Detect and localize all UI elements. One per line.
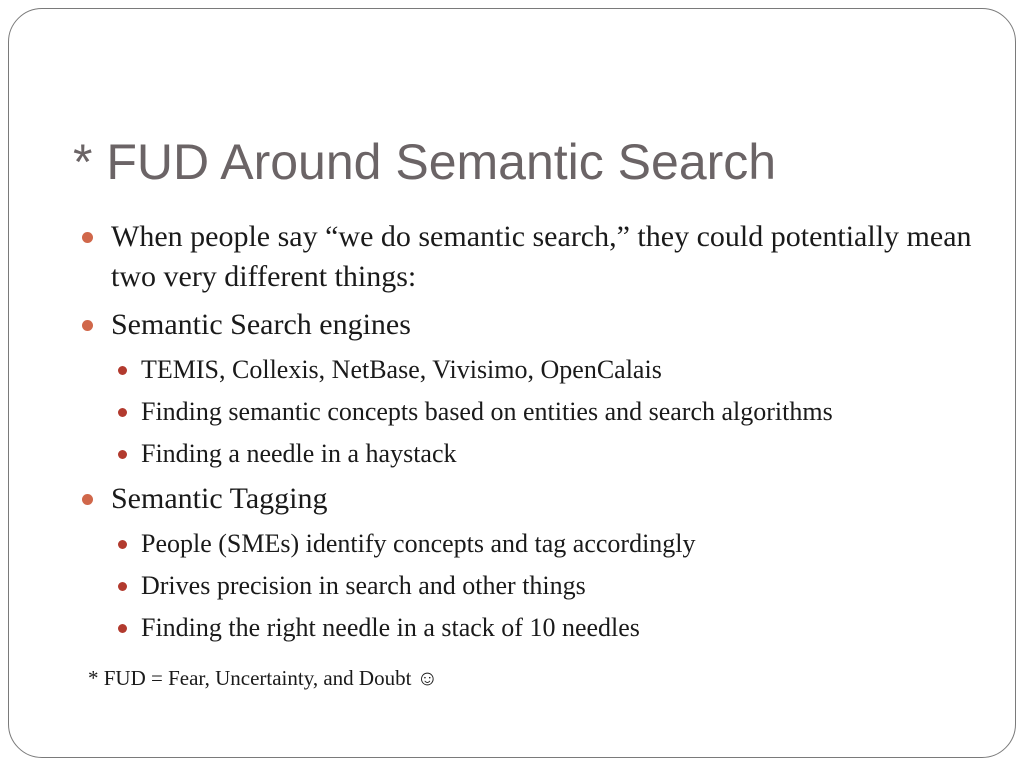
bullet-item [79,479,979,519]
sub-bullet-text: People (SMEs) identify concepts and tag accordingly [141,529,696,558]
bullet-text: When people say “we do semantic search,” they could potentially mean two very different things: [111,220,972,293]
footnote: * FUD = Fear, Uncertainty, and Doubt ☺ [88,666,439,690]
bullet-dot-icon [82,494,93,505]
sub-bullet-item [79,395,979,429]
sub-bullet-text: Finding semantic concepts based on entities and search algorithms [141,397,833,426]
sub-bullet-item [79,611,979,645]
sub-bullet-item [79,569,979,603]
bullet-item [79,217,979,297]
sub-bullet-dot-icon [118,450,127,459]
sub-bullet-item [79,527,979,561]
sub-bullet-dot-icon [118,582,127,591]
slide-frame [8,8,1016,758]
sub-bullet-text: Finding the right needle in a stack of 10 needles [141,613,640,642]
sub-bullet-dot-icon [118,540,127,549]
bullet-item [79,305,979,345]
sub-bullet-dot-icon [118,624,127,633]
bullet-dot-icon [82,232,93,243]
sub-bullet-text: Drives precision in search and other things [141,571,586,600]
bullet-text: Semantic Search engines [111,308,411,341]
sub-bullet-dot-icon [118,408,127,417]
bullet-dot-icon [82,320,93,331]
sub-bullet-item [79,353,979,387]
sub-bullet-item [79,437,979,471]
slide-content [79,217,979,653]
bullet-text: Semantic Tagging [111,482,328,515]
sub-bullet-text: TEMIS, Collexis, NetBase, Vivisimo, OpenCalais [141,355,662,384]
slide-title: * FUD Around Semantic Search [73,134,777,190]
sub-bullet-text: Finding a needle in a haystack [141,439,457,468]
sub-bullet-dot-icon [118,366,127,375]
